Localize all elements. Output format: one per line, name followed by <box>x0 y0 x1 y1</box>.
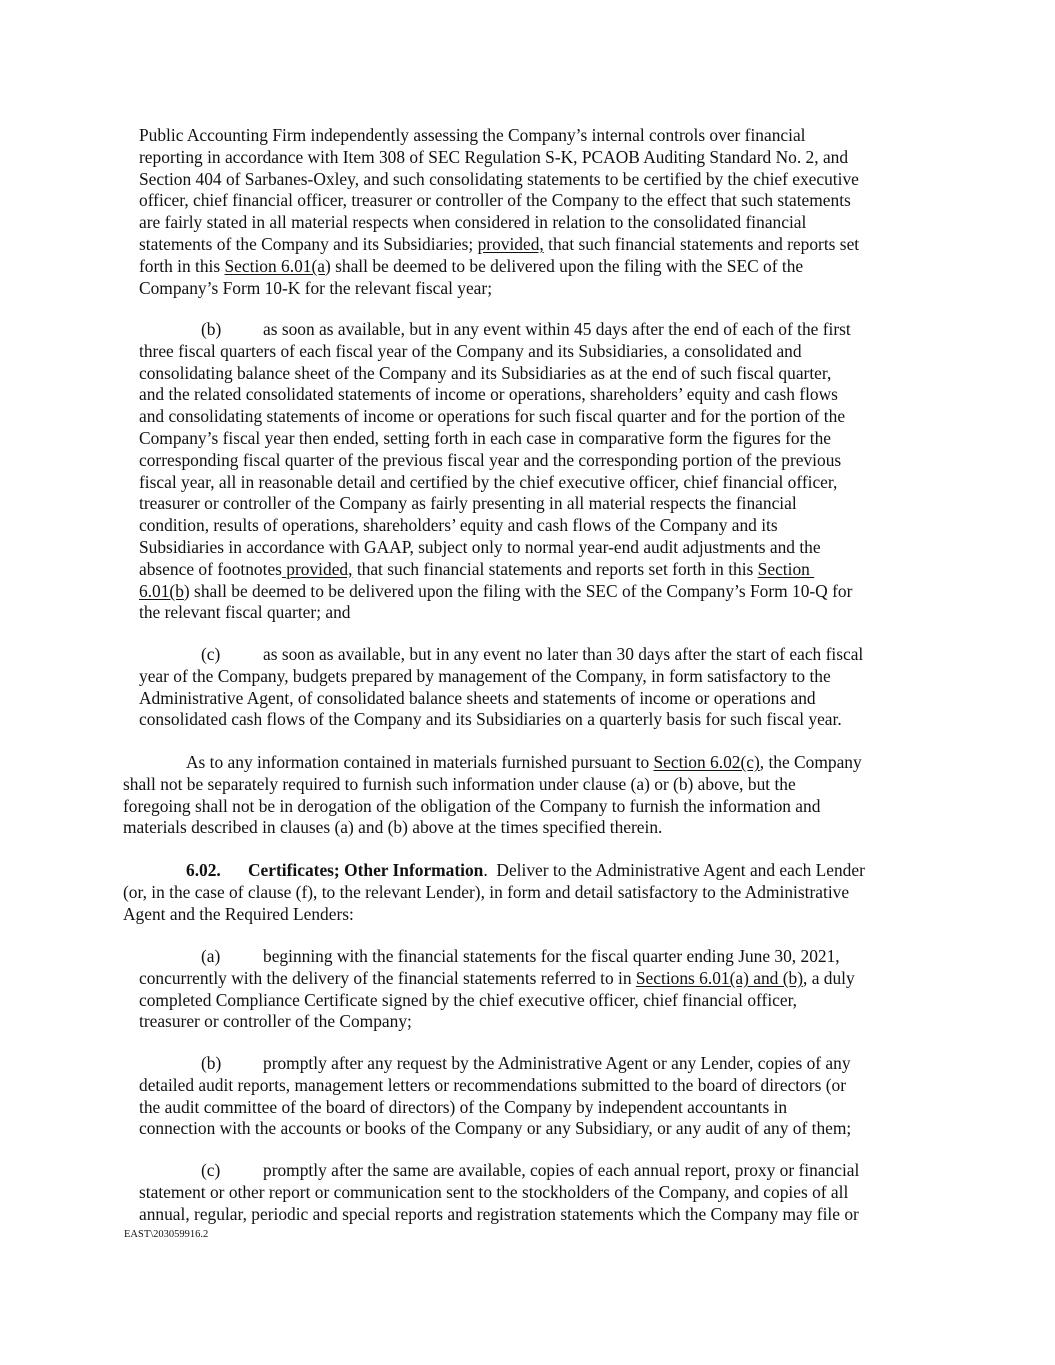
paragraph-text: as soon as available, but in any event within 45 days after the end of each of the first three fiscal quarters of each fiscal year of the Company and its Subsidiaries, a consolidated and consolidating balance sheet of the Company and its Subsidiaries as at the end of such fiscal quarter, and the related consolidated statements of income or operations, shareholders’ equity and cash flows and consolidating statements of income or operations for such fiscal quarter and for the portion of the Company’s fiscal year then ended, setting forth in each case in comparative form the figures for the corresponding fiscal quarter of the previous fiscal year and the corresponding portion of the previous fiscal year, all in reasonable detail and certified by the chief executive officer, chief financial officer, treasurer or controller of the Company as fairly presenting in all material respects the financial condition, results of operations, shareholders’ equity and cash flows of the Company and its Subsidiaries in accordance with GAAP, subject only to normal year-end audit adjustments and the absence of footnotes <box>139 319 851 579</box>
paragraph-text: , a duly completed Compliance Certificate signed by the chief executive officer, chief financial officer, treasurer or controller of the Company; <box>139 967 855 1032</box>
paragraph-text: as soon as available, but in any event no later than 30 days after the start of each fiscal year of the Company, budgets prepared by management of the Company, in form satisfactory to the Administrative Agent, of consolidated balance sheets and statements of income or operations and consolidated cash flows of the Company and its Subsidiaries on a quarterly basis for such fiscal year. <box>139 644 864 730</box>
section-reference-link: Section 6.01(a <box>224 255 325 276</box>
section-reference-link: Section 6.01(b <box>139 558 810 601</box>
paragraph-text: . Deliver to the Administrative Agent and each Lender (or, in the case of clause (f), to the relevant Lender), in form and detail satisfactory to the Administrative Agent and the Required Lenders: <box>123 860 865 924</box>
paragraph-text: that such financial statements and reports set forth in this <box>352 558 758 579</box>
paragraph-text: that such financial statements and reports set forth in this <box>139 233 860 276</box>
paragraph-text: As to any information contained in materials furnished pursuant to <box>186 752 654 772</box>
clause-602c <box>139 1160 1039 1225</box>
section-number: 6.02. <box>186 860 221 880</box>
paragraph-text: , the Company shall not be separately required to furnish such information under clause (a) or (b) above, but the foregoing shall not be in derogation of the obligation of the Company to furnish the information and materials described in clauses (a) and (b) above at the times specified therein. <box>123 752 862 838</box>
paragraph-text: Public Accounting Firm independently assessing the Company’s internal controls over financial reporting in accordance with Item 308 of SEC Regulation S-K, PCAOB Auditing Standard No. 2, and Section 404 of Sarbanes-Oxley, and such consolidating statements to be certified by the chief executive officer, chief financial officer, treasurer or controller of the Company to the effect that such statements are fairly stated in all material respects when considered in relation to the consolidated financial statements of the Company and its Subsidiaries; <box>139 125 859 254</box>
section-602 <box>123 860 1038 925</box>
section-heading: Certificates; Other Information <box>248 860 484 880</box>
section-reference-link: Sections 6.01(a) and (b) <box>635 967 803 988</box>
paragraph-text: ) shall be deemed to be delivered upon the filing with the SEC of the Company’s Form 10-Q for the relevant fiscal quarter; and <box>139 580 853 623</box>
document-id-footer: EAST\203059916.2 <box>124 1229 209 1240</box>
clause-label: (b) <box>201 319 222 339</box>
section-reference-link: Section 6.02(c) <box>653 752 760 772</box>
paragraph-text: promptly after any request by the Administrative Agent or any Lender, copies of any detailed audit reports, management letters or recommendations submitted to the board of directors (or the audit committee of the board of directors) of the Company by independent accountants in connection with the accounts or books of the Company or any Subsidiary, or any audit of any of them; <box>139 1053 852 1139</box>
paragraph-text: ) shall be deemed to be delivered upon the filing with the SEC of the Company’s Form 10-K for the relevant fiscal year; <box>139 255 804 298</box>
clause-label: (a) <box>201 946 221 966</box>
paragraph-text: promptly after the same are available, copies of each annual report, proxy or financial statement or other report or communication sent to the stockholders of the Company, and copies of all annual, regular, periodic and special reports and registration statements which the Company may file or <box>139 1160 860 1224</box>
provided-term: provided, <box>281 558 353 579</box>
paragraph-information <box>123 752 1038 839</box>
paragraph-601a-continuation <box>139 125 1039 299</box>
clause-601b <box>139 319 1039 624</box>
clause-label: (c) <box>201 1160 221 1180</box>
clause-601c <box>139 644 1039 731</box>
clause-602b <box>139 1053 1039 1140</box>
provided-term: provided, <box>477 233 544 254</box>
clause-602a <box>139 946 1039 1033</box>
clause-label: (c) <box>201 644 221 664</box>
clause-label: (b) <box>201 1053 222 1073</box>
paragraph-text: beginning with the financial statements for the fiscal quarter ending June 30, 2021, concurrently with the delivery of the financial statements referred to in <box>139 946 840 988</box>
